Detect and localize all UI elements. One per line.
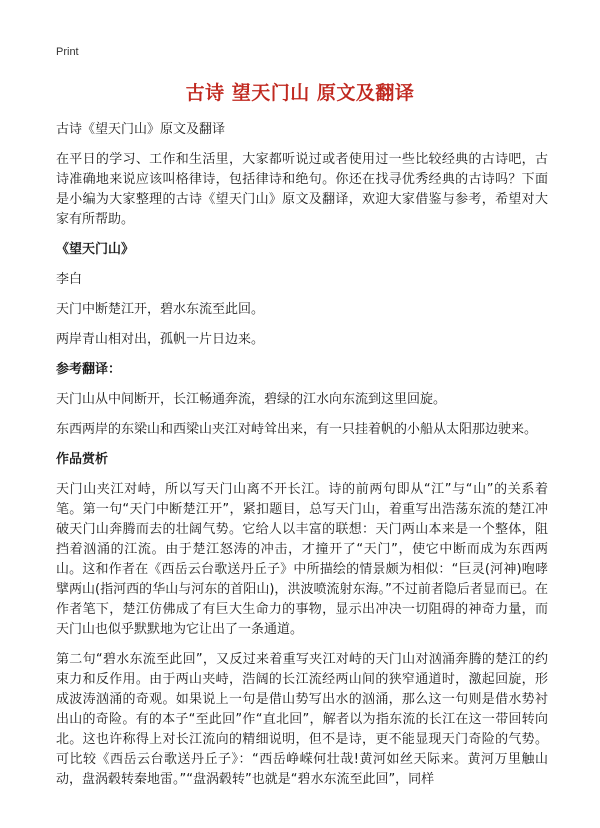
translation-heading: 参考翻译： (56, 362, 122, 377)
intro-paragraph: 在平日的学习、工作和生活里，大家都听说过或者使用过一些比较经典的古诗吧，古诗准确地来说应该叫格律诗，包括律诗和绝句。你还在找寻优秀经典的古诗吗？下面是小编为大家整理的古诗《望天门山》原文及翻译，欢迎大家借鉴与参考，希望对大家有所帮助。 (56, 152, 548, 227)
print-link[interactable]: Print (56, 46, 79, 58)
article-body (56, 120, 548, 800)
page-title: 古诗 望天门山 原文及翻译 (185, 82, 415, 104)
translation-paragraph: 天门山从中间断开，长江畅通奔流，碧绿的江水向东流到这里回旋。 (56, 392, 447, 407)
article-subtitle: 古诗《望天门山》原文及翻译 (56, 122, 226, 137)
poem-line: 两岸青山相对出，孤帆一片日边来。 (56, 332, 265, 347)
appreciation-paragraph: 天门山夹江对峙，所以写天门山离不开长江。诗的前两句即从“江”与“山”的关系着笔。第一句“天门中断楚江开”，紧扣题目，总写天门山，着重写出浩荡东流的楚江冲破天门山奔腾而去的壮阔气势。它给人以丰富的联想：天门两山本来是一个整体，阻挡着汹涌的江流。由于楚江怒涛的冲击，才撞开了“天门”，使它中断而成为东西两山。这和作者在《西岳云台歌送丹丘子》中所描绘的情景颇为相似：“巨灵(河神)咆哮擘两山(指河西的华山与河东的首阳山)，洪波喷流射东海。”不过前者隐后者显而已。在作者笔下，楚江仿佛成了有巨大生命力的事物，显示出冲决一切阻碍的神奇力量，而天门山也似乎默默地为它让出了一条通道。 (56, 482, 548, 637)
poem-heading: 《望天门山》 (56, 242, 135, 257)
appreciation-heading: 作品赏析 (56, 452, 109, 467)
appreciation-paragraph: 第二句“碧水东流至此回”，又反过来着重写夹江对峙的天门山对汹涌奔腾的楚江的约束力和反作用。由于两山夹峙，浩阔的长江流经两山间的狭窄通道时，激起回旋，形成波涛汹涌的奇观。如果说上一句是借山势写出水的汹涌，那么这一句则是借水势衬出山的奇险。有的本子“至此回”作“直北回”，解者以为指东流的长江在这一带回转向北。这也许称得上对长江流向的精细说明，但不是诗，更不能显现天门奇险的气势。可比较《西岳云台歌送丹丘子》：“西岳峥嵘何壮哉!黄河如丝天际来。黄河万里触山动，盘涡毂转秦地雷。”“盘涡毂转”也就是“碧水东流至此回”，同样 (56, 652, 548, 787)
translation-paragraph: 东西两岸的东梁山和西梁山夹江对峙耸出来，有一只挂着帆的小船从太阳那边驶来。 (56, 422, 538, 437)
poem-author: 李白 (56, 272, 83, 287)
poem-line: 天门中断楚江开，碧水东流至此回。 (56, 302, 265, 317)
